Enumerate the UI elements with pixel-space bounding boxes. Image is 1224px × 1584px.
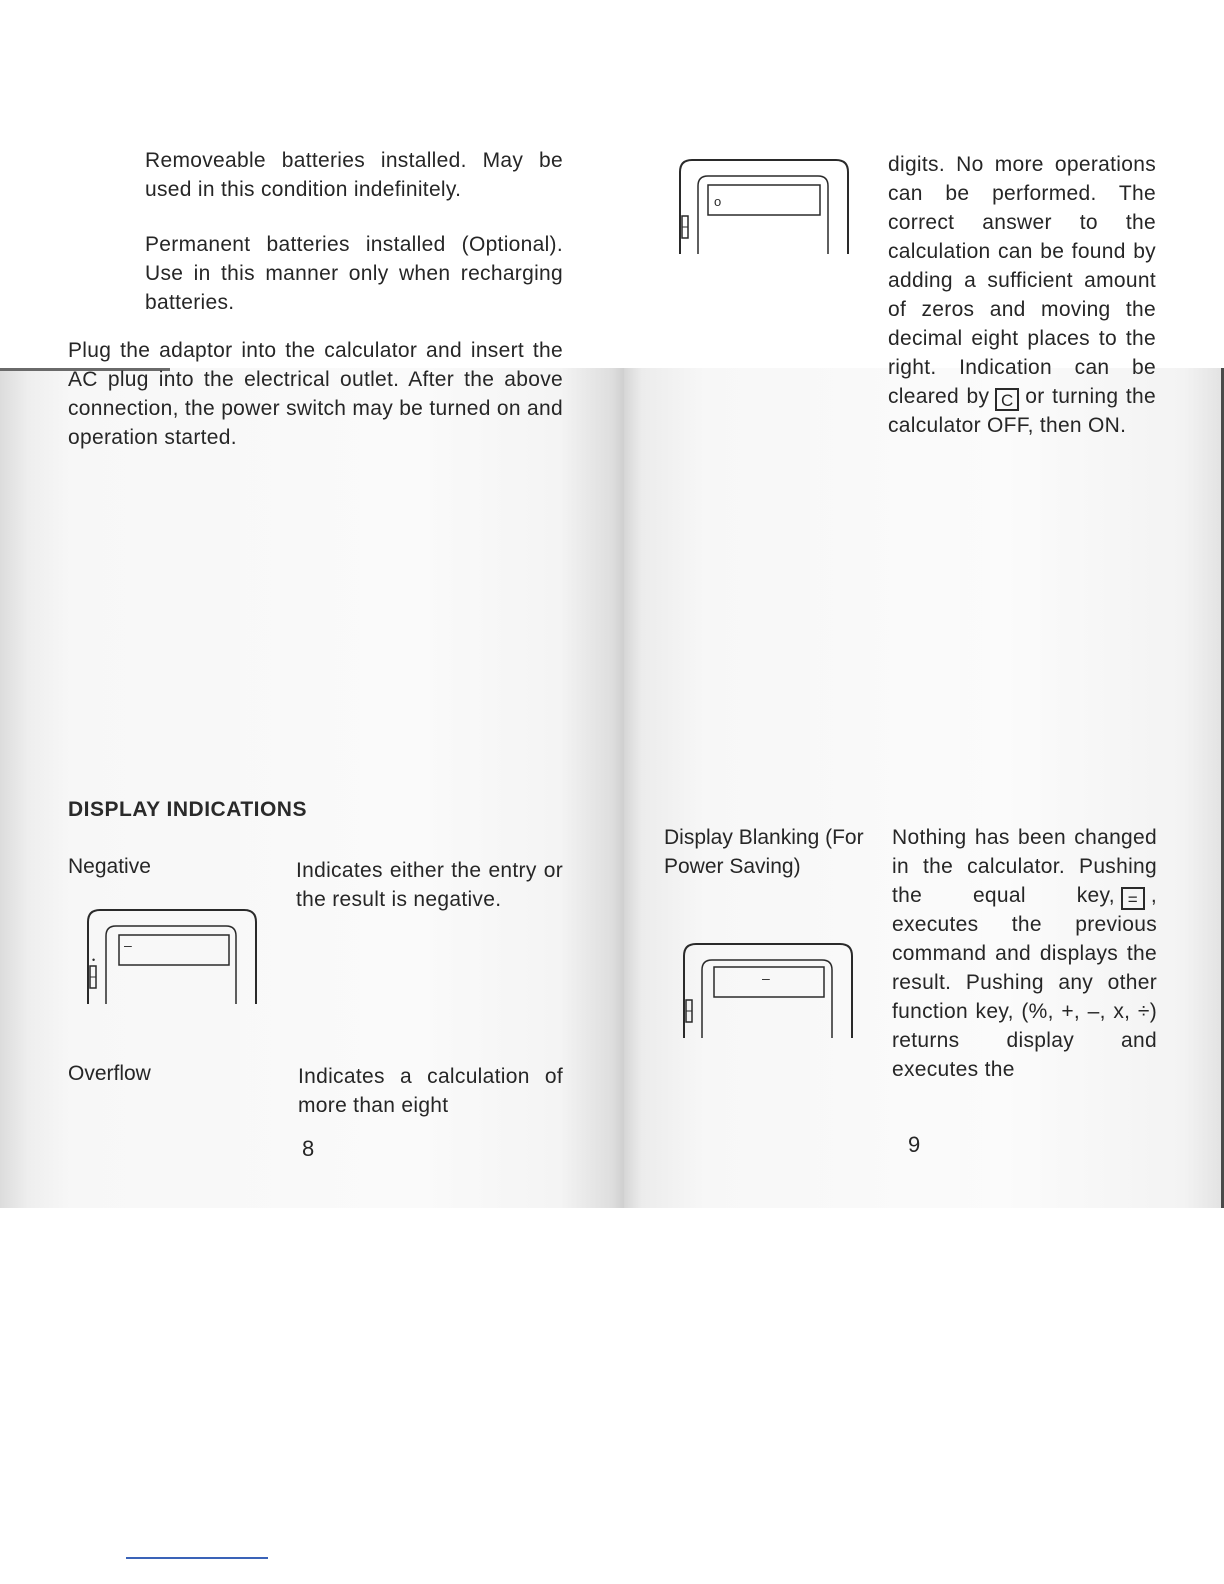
- blanking-symbol: –: [762, 970, 770, 986]
- page-number-right: 9: [908, 1132, 921, 1157]
- overflow-cont-part2: or turning the calculator OFF, then ON.: [888, 385, 1156, 437]
- overflow-continued-text: [888, 150, 1156, 440]
- negative-label: Negative: [68, 855, 151, 878]
- overflow-symbol: o: [714, 194, 722, 209]
- overflow-display-illustration: [678, 156, 850, 256]
- overflow-description: Indicates a calculation of more than eight: [298, 1065, 563, 1117]
- section-heading: DISPLAY INDICATIONS: [68, 798, 307, 821]
- right-page: [624, 153, 1224, 1208]
- svg-text:•: •: [92, 955, 96, 965]
- permanent-batteries-text: Permanent batteries installed (Optional). Use in this manner only when recharging batteries.: [145, 233, 563, 314]
- bottom-rule: [126, 1557, 268, 1559]
- clear-key: C: [995, 388, 1019, 411]
- removable-batteries-text: Removeable batteries installed. May be used in this condition indefinitely.: [145, 149, 563, 201]
- page-number-left: 8: [302, 1136, 315, 1161]
- blanking-desc-part1: Nothing has been changed in the calculator. Pushing the equal key,: [892, 826, 1157, 907]
- plug-adaptor-text: Plug the adaptor into the calculator and insert the AC plug into the electrical outlet. After the above connection, the power switch may be turned on and operation started.: [68, 339, 563, 449]
- negative-display-illustration: [86, 906, 258, 1006]
- display-blanking-label: Display Blanking (For Power Saving): [664, 826, 864, 878]
- negative-description: Indicates either the entry or the result is negative.: [296, 859, 563, 911]
- blanking-desc-part2: , executes the previous command and displays the result. Pushing any other function key, (%, +, –, x, ÷) returns display and executes the: [892, 884, 1157, 1081]
- negative-symbol: –: [124, 937, 132, 953]
- display-blanking-description: [892, 823, 1157, 1084]
- equal-key: =: [1121, 887, 1145, 910]
- overflow-cont-part1: digits. No more operations can be performed. The correct answer to the calculation can be found by adding a sufficient amount of zeros and moving the decimal eight places to the right. Indication can be cleared by: [888, 153, 1156, 408]
- overflow-label: Overflow: [68, 1062, 151, 1085]
- blanking-display-illustration: [682, 940, 854, 1040]
- left-page: [0, 149, 624, 1208]
- booklet-spread: [0, 149, 1224, 1208]
